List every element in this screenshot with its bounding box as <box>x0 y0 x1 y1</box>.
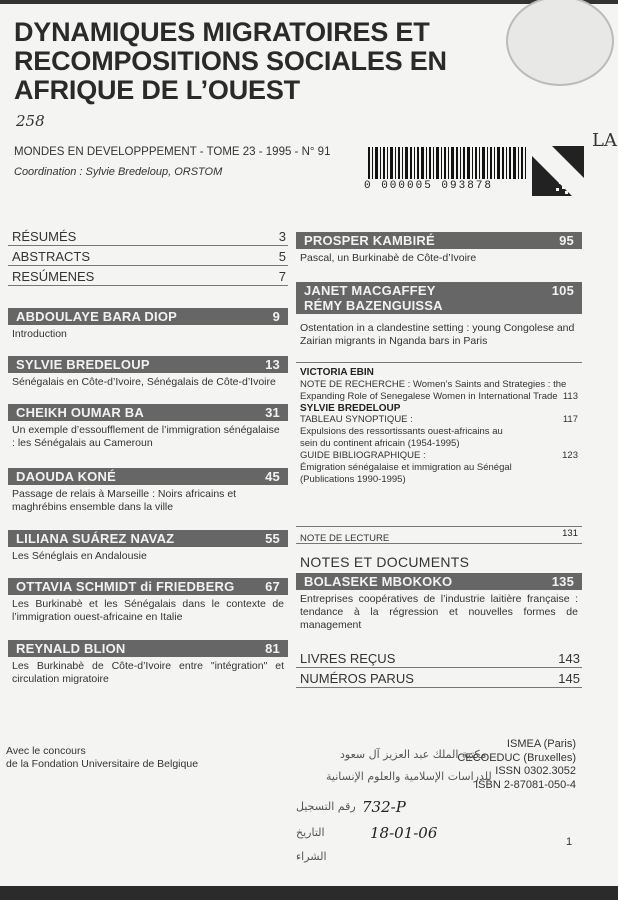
library-seal-top <box>506 0 614 86</box>
note-title: TABLEAU SYNOPTIQUE : <box>300 414 413 425</box>
bottom-edge-strip <box>0 886 618 900</box>
note-title: NOTE DE RECHERCHE : Women’s Saints and Strategies : the Expanding Role of Senegalese Women in International Trade <box>300 379 567 402</box>
toc-page: 5 <box>278 249 286 264</box>
article-description: Les Sénéglais en Andalousie <box>12 550 147 562</box>
article-header-bar <box>8 640 288 657</box>
bibliographic-guide-item[interactable] <box>296 450 582 486</box>
toc-article[interactable] <box>8 308 288 341</box>
article-header-bar <box>296 282 582 314</box>
article-author: LILIANA SUÁREZ NAVAZ <box>16 531 175 546</box>
toc-article[interactable] <box>8 404 288 450</box>
series-info: MONDES EN DEVELOPPPEMENT - TOME 23 - 1995 - N° 91 <box>14 146 331 158</box>
toc-article[interactable] <box>8 356 288 389</box>
barcode-number: 0 000005 093878 <box>364 180 494 192</box>
toc-label: ABSTRACTS <box>12 249 91 264</box>
toc-page: 143 <box>558 651 580 666</box>
title-line-3: AFRIQUE DE L’OUEST <box>14 75 300 105</box>
top-edge-strip <box>0 0 618 4</box>
toc-article[interactable] <box>296 232 582 265</box>
toc-label: LIVRES REÇUS <box>300 651 396 666</box>
article-page: 55 <box>265 531 280 546</box>
article-author: REYNALD BLION <box>16 641 126 656</box>
title-line-2: RECOMPOSITIONS SOCIALES EN <box>14 46 447 76</box>
toc-label: NUMÉROS PARUS <box>300 671 414 686</box>
article-description: Entreprises coopératives de l’industrie laitière française : tendance à la régression et nouvelles formes de management <box>300 593 578 631</box>
note-page: 113 <box>562 391 578 402</box>
note-page: 117 <box>562 414 578 425</box>
article-page: 135 <box>551 574 574 589</box>
toc-label: RESÚMENES <box>12 269 95 284</box>
sponsor-line: de la Fondation Universitaire de Belgique <box>6 758 199 770</box>
research-note-item[interactable] <box>296 378 582 403</box>
page-number: 1 <box>566 836 573 848</box>
notes-documents-heading: NOTES ET DOCUMENTS <box>300 554 470 570</box>
extras-list <box>296 650 582 688</box>
toc-article[interactable] <box>296 573 582 632</box>
article-page: 95 <box>559 233 574 248</box>
research-notes <box>296 362 582 486</box>
toc-row-livres[interactable] <box>296 650 582 668</box>
stamp-line: للدراسات الإسلامية والعلوم الإنسانية <box>326 770 492 783</box>
article-header-bar <box>296 573 582 590</box>
publisher-logo-icon <box>532 146 584 196</box>
article-author: BOLASEKE MBOKOKO <box>304 574 453 589</box>
article-authors <box>304 283 443 313</box>
registration-number: 732-P <box>362 798 406 816</box>
sponsor-line: Avec le concours <box>6 745 86 757</box>
article-author: DAOUDA KONÉ <box>16 469 116 484</box>
article-header-bar <box>8 468 288 485</box>
page-title <box>14 18 484 105</box>
article-author: OTTAVIA SCHMIDT di FRIEDBERG <box>16 579 235 594</box>
barcode-icon <box>364 145 534 185</box>
toc-article[interactable] <box>8 578 288 624</box>
publisher-info <box>440 738 576 792</box>
publisher-line: CECOEDUC (Bruxelles) <box>457 751 576 764</box>
summaries-list <box>8 228 288 286</box>
article-header-bar <box>8 578 288 595</box>
article-header-bar <box>8 530 288 547</box>
note-desc: Émigration sénégalaise et immigration au Sénégal (Publications 1990-1995) <box>300 462 512 485</box>
stamp-label: رقم التسجيل <box>296 800 356 813</box>
article-header-bar <box>8 308 288 325</box>
title-line-1: DYNAMIQUES MIGRATOIRES ET <box>14 17 430 47</box>
toc-article[interactable] <box>296 282 582 348</box>
toc-row-resumes[interactable] <box>8 228 288 246</box>
sponsor-note <box>6 745 198 771</box>
article-page: 45 <box>265 469 280 484</box>
article-author: CHEIKH OUMAR BA <box>16 405 144 420</box>
article-description: Un exemple d’essoufflement de l’immigration sénégalaise : les Sénégalais au Cameroun <box>12 424 280 449</box>
reading-note-row[interactable] <box>296 526 582 544</box>
toc-page: 3 <box>278 229 286 244</box>
toc-row-numeros[interactable] <box>296 670 582 688</box>
toc-row-resumenes[interactable] <box>8 268 288 286</box>
toc-row-abstracts[interactable] <box>8 248 288 266</box>
toc-page: 7 <box>278 269 286 284</box>
toc-article[interactable] <box>8 530 288 563</box>
article-description: Les Burkinabè de Côte-d’Ivoire entre "intégration" et circulation migratoire <box>12 660 284 685</box>
handwritten-reference: 258 <box>16 112 45 130</box>
article-page: 105 <box>551 283 574 298</box>
coordination: Coordination : Sylvie Bredeloup, ORSTOM <box>14 166 223 178</box>
article-header-bar <box>8 404 288 421</box>
article-description: Ostentation in a clandestine setting : young Congolese and Zairian migrants in Nganda bars in Paris <box>300 322 575 347</box>
notes-author: VICTORIA EBIN <box>300 367 374 378</box>
notes-author: SYLVIE BREDELOUP <box>300 403 401 414</box>
stamp-label: الشراء <box>296 850 327 863</box>
article-page: 9 <box>272 309 280 324</box>
article-page: 67 <box>265 579 280 594</box>
article-page: 31 <box>265 405 280 420</box>
publisher-line: ISSN 0302.3052 <box>495 765 576 777</box>
article-description: Passage de relais à Marseille : Noirs africains et maghrébins ensemble dans la ville <box>12 488 237 513</box>
registration-date: 18-01-06 <box>370 824 438 842</box>
toc-article[interactable] <box>8 640 288 686</box>
publisher-line: ISMEA (Paris) <box>506 738 576 750</box>
note-desc: Expulsions des ressortissants ouest-africains au sein du continent africain (1954-1995) <box>300 426 503 449</box>
article-header-bar <box>296 232 582 249</box>
toc-article[interactable] <box>8 468 288 514</box>
note-page: 123 <box>562 450 578 461</box>
article-author: PROSPER KAMBIRÉ <box>304 233 435 248</box>
article-description: Pascal, un Burkinabè de Côte-d’Ivoire <box>300 252 477 264</box>
article-author: ABDOULAYE BARA DIOP <box>16 309 178 324</box>
stamp-line: مكتبة الملك عبد العزيز آل سعود <box>340 748 487 761</box>
note-page: 131 <box>562 528 578 539</box>
toc-page: 145 <box>558 671 580 686</box>
article-author: RÉMY BAZENGUISSA <box>304 298 443 313</box>
article-description: Introduction <box>12 328 67 340</box>
note-title: GUIDE BIBLIOGRAPHIQUE : <box>300 450 426 461</box>
toc-label: RÉSUMÉS <box>12 229 77 244</box>
stamp-label: التاريخ <box>296 826 325 839</box>
note-title: NOTE DE LECTURE <box>300 533 390 544</box>
article-author: JANET MACGAFFEY <box>304 283 436 298</box>
synoptic-table-item[interactable] <box>296 414 582 450</box>
publisher-line: ISBN 2-87081-050-4 <box>475 778 576 791</box>
margin-mark: LA <box>592 130 617 151</box>
article-page: 13 <box>265 357 280 372</box>
article-author: SYLVIE BREDELOUP <box>16 357 150 372</box>
article-description: Les Burkinabè et les Sénégalais dans le contexte de l’immigration ouest-africaine en Italie <box>12 598 284 623</box>
article-description: Sénégalais en Côte-d’Ivoire, Sénégalais de Côte-d’Ivoire <box>12 376 276 388</box>
article-page: 81 <box>265 641 280 656</box>
article-header-bar <box>8 356 288 373</box>
